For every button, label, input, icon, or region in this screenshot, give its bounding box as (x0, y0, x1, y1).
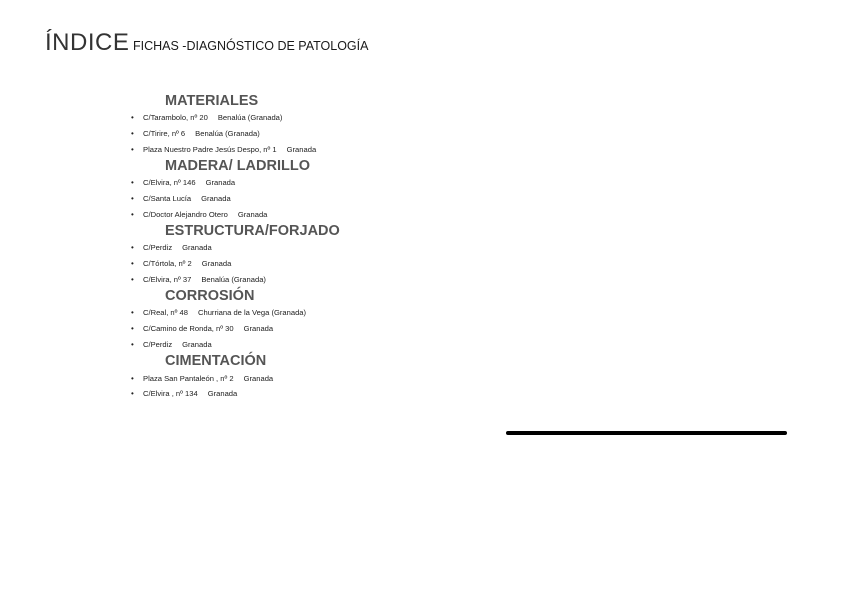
list-item (131, 260, 231, 268)
entry-city: Granada (205, 178, 236, 187)
entry-street: C/Tirire, nº 6 (143, 129, 186, 138)
bullet-icon: • (131, 389, 134, 398)
list-item (131, 309, 306, 317)
section-heading-madera-ladrillo: MADERA/ LADRILLO (165, 158, 310, 174)
page-title: ÍNDICE (45, 29, 130, 56)
entry-city: Granada (201, 259, 232, 268)
list-item (131, 114, 282, 122)
bullet-icon: • (131, 324, 134, 333)
bullet-icon: • (131, 374, 134, 383)
bullet-icon: • (131, 145, 134, 154)
horizontal-divider (506, 431, 787, 435)
list-item (131, 341, 212, 349)
entry-city: Churriana de la Vega (Granada) (197, 308, 307, 317)
section-heading-cimentacion: CIMENTACIÓN (165, 353, 267, 369)
list-item (131, 244, 212, 252)
entry-street: C/Elvira , nº 134 (143, 389, 198, 398)
entry-street: C/Perdiz (143, 340, 173, 349)
bullet-icon: • (131, 129, 134, 138)
entry-city: Benalúa (Granada) (201, 275, 266, 284)
entry-city: Granada (207, 389, 238, 398)
bullet-icon: • (131, 275, 134, 284)
entry-city: Granada (237, 210, 268, 219)
bullet-icon: • (131, 340, 134, 349)
entry-city: Granada (182, 243, 212, 252)
entry-street: C/Elvira, nº 146 (143, 178, 196, 187)
entry-street: C/Elvira, nº 37 (143, 275, 192, 284)
bullet-icon: • (131, 259, 134, 268)
entry-city: Benalúa (Granada) (217, 113, 283, 122)
entry-street: Plaza Nuestro Padre Jesús Despo, nº 1 (143, 145, 277, 154)
entry-city: Granada (201, 194, 231, 203)
entry-city: Granada (286, 145, 317, 154)
entry-city: Granada (243, 374, 274, 383)
list-item (131, 375, 273, 383)
entry-city: Granada (243, 324, 274, 333)
list-item (131, 325, 273, 333)
entry-street: C/Perdiz (143, 243, 173, 252)
entry-street: C/Doctor Alejandro Otero (143, 210, 228, 219)
entry-street: C/Camino de Ronda, nº 30 (143, 324, 234, 333)
entry-street: C/Tarambolo, nº 20 (143, 113, 208, 122)
bullet-icon: • (131, 194, 134, 203)
bullet-icon: • (131, 178, 134, 187)
bullet-icon: • (131, 308, 134, 317)
list-item (131, 276, 266, 284)
entry-street: Plaza San Pantaleón , nº 2 (143, 374, 234, 383)
section-heading-materiales: MATERIALES (165, 93, 259, 109)
entry-street: C/Real, nº 48 (143, 308, 188, 317)
entry-street: C/Tórtola, nº 2 (143, 259, 192, 268)
list-item (131, 195, 231, 203)
entry-city: Granada (182, 340, 212, 349)
entry-city: Benalúa (Granada) (195, 129, 260, 138)
bullet-icon: • (131, 113, 134, 122)
section-heading-estructura-forjado: ESTRUCTURA/FORJADO (165, 223, 340, 239)
entry-street: C/Santa Lucía (143, 194, 192, 203)
bullet-icon: • (131, 243, 134, 252)
list-item (131, 146, 316, 154)
list-item (131, 390, 237, 398)
list-item (131, 130, 260, 138)
bullet-icon: • (131, 210, 134, 219)
list-item (131, 179, 235, 187)
list-item (131, 211, 267, 219)
section-heading-corrosion: CORROSIÓN (165, 288, 255, 304)
page-subtitle: FICHAS -DIAGNÓSTICO DE PATOLOGÍA (133, 39, 369, 53)
